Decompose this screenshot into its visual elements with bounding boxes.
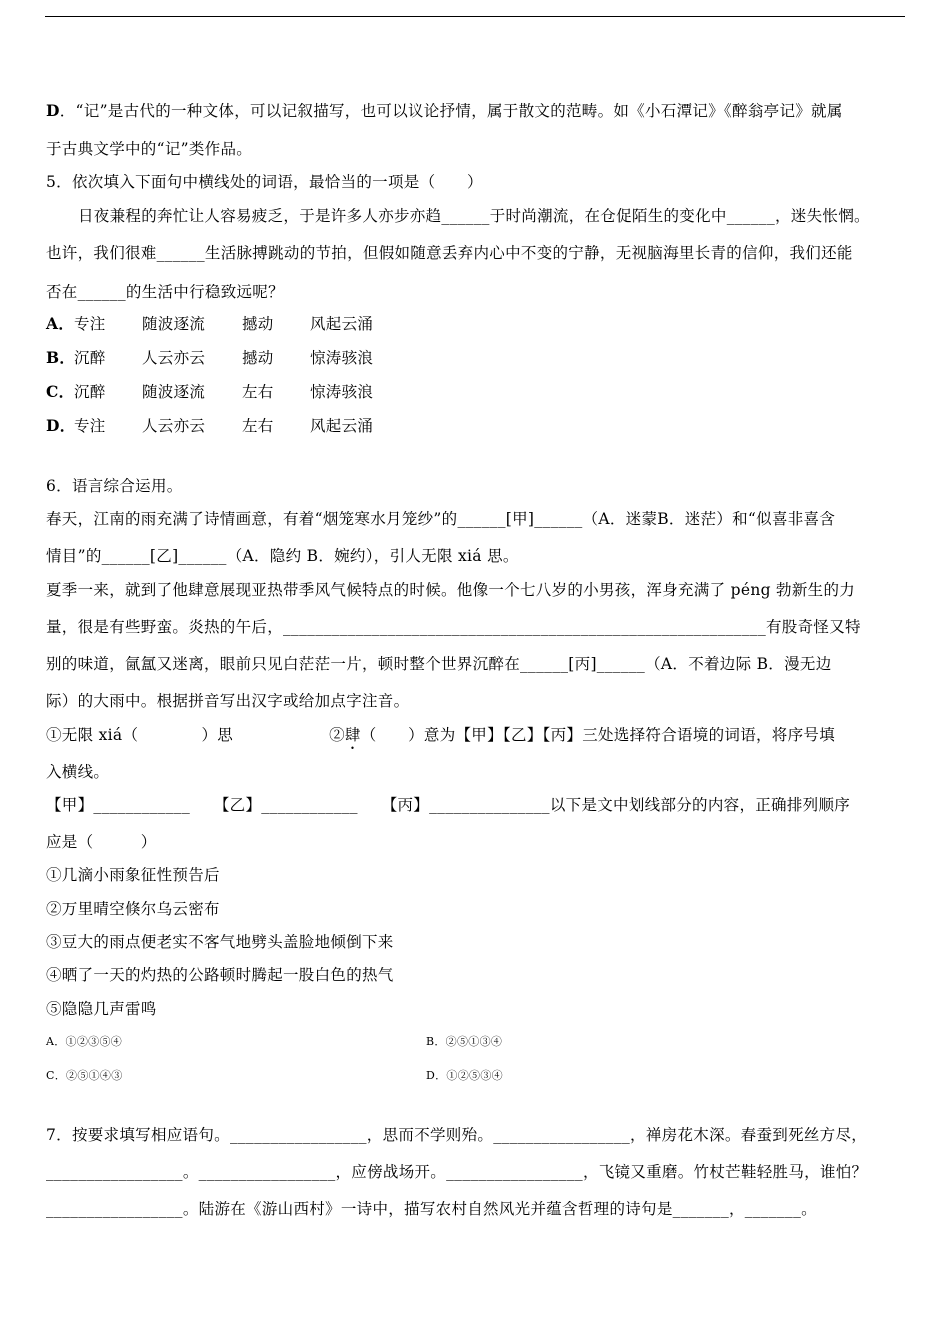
q6-instruction-tail: 入横线。 bbox=[46, 763, 110, 781]
q6-pinyin-blank-1: ①无限 xiá（ ）思 bbox=[46, 726, 234, 744]
option-word: 专注 bbox=[74, 315, 106, 333]
option-word: 左右 bbox=[242, 417, 274, 435]
q5-option-c bbox=[46, 382, 373, 402]
option-label: D． bbox=[46, 416, 76, 435]
option-word: 沉醉 bbox=[74, 383, 106, 401]
q5-passage-line2: 也许，我们很难______生活脉搏跳动的节拍，但假如随意丢弃内心中不变的宁静，无视脑海里长青的信仰，我们还能 bbox=[46, 244, 853, 262]
q6-passage-line3: 夏季一来，就到了他肆意展现亚热带季风气候特点的时候。他像一个七八岁的小男孩，浑身充满了 péng 勃新生的力 bbox=[46, 581, 856, 599]
q6-option-b: B．②⑤①③④ bbox=[426, 1035, 503, 1048]
option-word: 惊涛骇浪 bbox=[310, 349, 374, 367]
q6-stem: 6．语言综合运用。 bbox=[46, 477, 183, 495]
option-word: 人云亦云 bbox=[142, 417, 206, 435]
option-word: 左右 bbox=[242, 383, 274, 401]
q6-passage-line6: 际）的大雨中。根据拼音写出汉字或给加点字注音。 bbox=[46, 692, 410, 710]
q6-pinyin-line bbox=[46, 725, 835, 753]
q7-line3: _________________。陆游在《游山西村》一诗中，描写农村自然风光并蕴含哲理的诗句是_______，_______。 bbox=[46, 1200, 817, 1218]
option-word: 随波逐流 bbox=[142, 315, 206, 333]
q6-passage-line1: 春天，江南的雨充满了诗情画意，有着“烟笼寒水月笼纱”的______[甲]______（A．迷蒙B．迷茫）和“似喜非喜含 bbox=[46, 510, 836, 528]
q4-option-d-text: ．“记”是古代的一种文体，可以记叙描写，也可以议论抒情，属于散文的范畴。如《小石潭记》《醉翁亭记》就属 bbox=[59, 102, 843, 120]
option-word: 风起云涌 bbox=[310, 315, 374, 333]
q6-option-d: D．①②⑤③④ bbox=[426, 1069, 503, 1082]
option-word: 专注 bbox=[74, 417, 106, 435]
q4-option-d-line2: 于古典文学中的“记”类作品。 bbox=[46, 140, 253, 158]
q5-option-b bbox=[46, 348, 373, 368]
option-label: B． bbox=[46, 348, 76, 367]
option-word: 人云亦云 bbox=[142, 349, 206, 367]
q6-item-5: ⑤隐隐几声雷鸣 bbox=[46, 1000, 157, 1018]
q6-options-row2 bbox=[46, 1066, 906, 1086]
option-word: 风起云涌 bbox=[310, 417, 374, 435]
q6-order-prompt: 应是（ ） bbox=[46, 833, 157, 851]
option-word: 惊涛骇浪 bbox=[310, 383, 374, 401]
q4-option-d-label: D bbox=[46, 101, 60, 120]
q6-options-row1 bbox=[46, 1032, 906, 1052]
option-word: 沉醉 bbox=[74, 349, 106, 367]
q7-line2: _________________。_________________，应傍战场开。_________________，飞镜又重磨。竹杖芒鞋轻胜马，谁怕？ bbox=[46, 1163, 868, 1181]
q6-circle-2: ② bbox=[329, 726, 345, 744]
q5-passage-line3: 否在______的生活中行稳致远呢？ bbox=[46, 283, 284, 301]
q6-item-4: ④晒了一天的灼热的公路顿时腾起一股白色的热气 bbox=[46, 966, 394, 984]
q6-item-3: ③豆大的雨点便老实不客气地劈头盖脸地倾倒下来 bbox=[46, 933, 394, 951]
q6-passage-line5: 别的味道，氤氲又迷离，眼前只见白茫茫一片，顿时整个世界沉醉在______[丙]______（A．不着边际 B．漫无边 bbox=[46, 655, 832, 673]
q5-stem: 5．依次填入下面句中横线处的词语，最恰当的一项是（ ） bbox=[46, 173, 483, 191]
q6-item-2: ②万里晴空倏尔乌云密布 bbox=[46, 900, 220, 918]
q5-option-a bbox=[46, 314, 373, 334]
q4-option-d-line1 bbox=[46, 101, 843, 121]
q5-passage-line1: 日夜兼程的奔忙让人容易疲乏，于是许多人亦步亦趋______于时尚潮流，在仓促陌生的变化中______，迷失怅惘。 bbox=[78, 207, 870, 225]
q7-line1: 7．按要求填写相应语句。_________________，思而不学则殆。_________________，禅房花木深。春蚕到死丝方尽， bbox=[46, 1126, 868, 1144]
option-word: 撼动 bbox=[242, 315, 274, 333]
q6-answer-blanks: 【甲】____________ 【乙】____________ 【丙】_______________以下是文中划线部分的内容，正确排列顺序 bbox=[46, 796, 851, 814]
q6-passage-line2: 情目”的______[乙]______（A．隐约 B．婉约），引人无限 xiá 思。 bbox=[46, 547, 519, 565]
option-word: 撼动 bbox=[242, 349, 274, 367]
q6-item-1: ①几滴小雨象征性预告后 bbox=[46, 866, 220, 884]
header-rule bbox=[45, 16, 905, 17]
q6-option-a: A．①②③⑤④ bbox=[46, 1035, 123, 1048]
q6-dotted-char: 肆 bbox=[344, 726, 361, 744]
option-label: C． bbox=[46, 382, 75, 401]
q5-option-d bbox=[46, 416, 373, 436]
q6-pinyin-blank-2-text: （ ）意为【甲】【乙】【丙】三处选择符合语境的词语，将序号填 bbox=[360, 726, 836, 744]
q6-option-c: C．②⑤①④③ bbox=[46, 1069, 123, 1082]
q6-passage-line4: 量，很是有些野蛮。炎热的午后，____________________________________________________________有股奇怪又特 bbox=[46, 618, 861, 636]
option-label: A． bbox=[46, 314, 75, 333]
option-word: 随波逐流 bbox=[142, 383, 206, 401]
